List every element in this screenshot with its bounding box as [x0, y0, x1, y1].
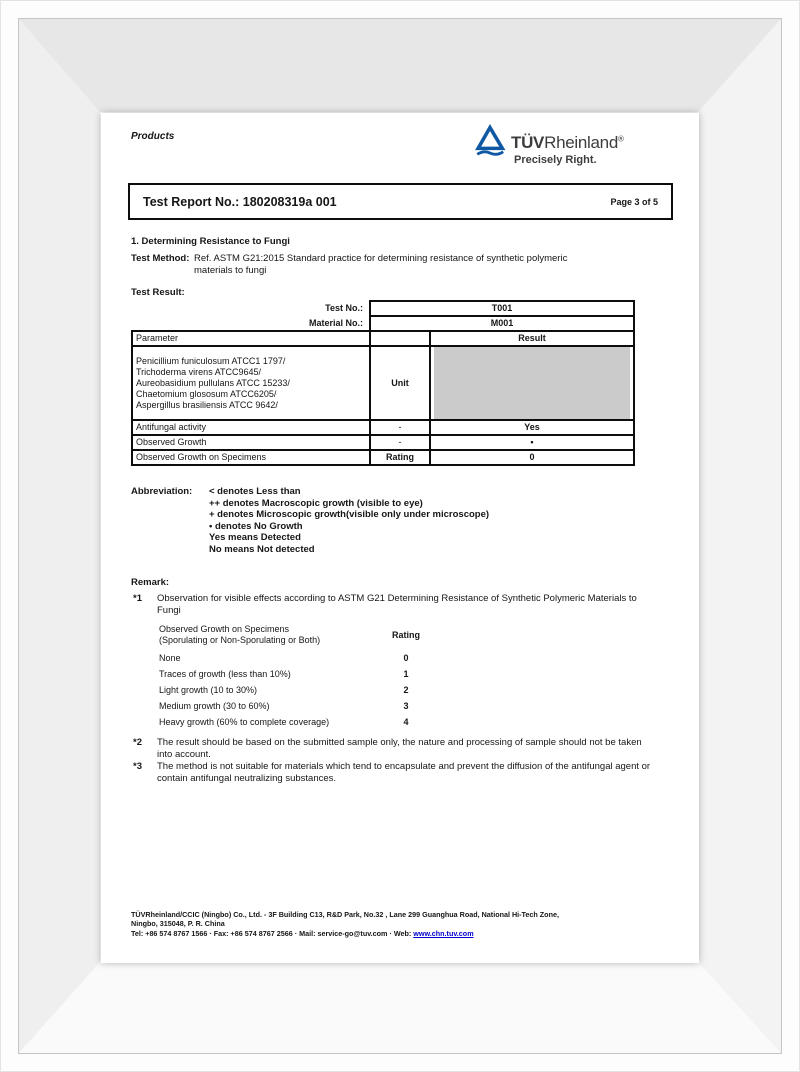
test-method-text: Ref. ASTM G21:2015 Standard practice for determining resistance of synthetic polymeric materials to fungi: [194, 253, 568, 276]
section-title: 1. Determining Resistance to Fungi: [131, 236, 290, 247]
remark-2-marker: *2: [133, 737, 142, 748]
rating-row: [159, 698, 441, 714]
rating-row-label: Medium growth (30 to 60%): [159, 701, 270, 711]
rating-row-value: 0: [403, 653, 409, 663]
rating-row-value: 2: [403, 685, 409, 695]
test-method-label: Test Method:: [131, 253, 190, 264]
report-number: Test Report No.: 180208319a 001: [143, 194, 337, 209]
abbreviation-label: Abbreviation:: [131, 486, 193, 497]
remark-1-text: Observation for visible effects according to ASTM G21 Determining Resistance of Synthetic Polymeric Materials to Fungi: [157, 593, 637, 616]
test-no-label: Test No.:: [325, 303, 363, 313]
rating-row-value: 1: [403, 669, 409, 679]
remark-1-marker: *1: [133, 593, 142, 604]
abbreviation-line: Yes means Detected: [209, 532, 301, 543]
test-report-page: [101, 113, 699, 963]
report-number-bar: [128, 183, 673, 220]
rating-row-label: Heavy growth (60% to complete coverage): [159, 717, 330, 727]
rating-col1-header: [159, 624, 371, 645]
test-no-value: T001: [370, 301, 634, 316]
result-cell: •: [430, 435, 634, 450]
rating-row-value: 4: [403, 717, 409, 727]
result-redacted-cell: [430, 346, 634, 420]
test-result-label: Test Result:: [131, 287, 185, 298]
fungi-line: Aspergillus brasiliensis ATCC 9642/: [136, 399, 278, 410]
material-no-label: Material No.:: [308, 317, 363, 328]
rating-table-header: [159, 624, 441, 645]
rating-row: [159, 666, 441, 682]
result-table: [131, 300, 635, 466]
table-row: [132, 450, 634, 465]
abbreviation-list: [209, 486, 489, 555]
table-row: [132, 435, 634, 450]
footer-contact-text: Tel: +86 574 8767 1566 · Fax: +86 574 8767 2566 · Mail: service-go@tuv.com · Web:: [131, 928, 412, 938]
parameter-cell: Antifungal activity: [132, 420, 370, 435]
fungi-line: Chaetomium glososum ATCC6205/: [136, 388, 277, 399]
remark-2-text: The result should be based on the submitted sample only, the nature and processing of sample should not be taken into account.: [157, 737, 642, 760]
registered-mark: ®: [617, 134, 624, 144]
parameter-cell: Observed Growth on Specimens: [132, 450, 370, 465]
table-row: [132, 420, 634, 435]
brand-tagline: Precisely Right.: [514, 154, 597, 166]
redacted-result-box: [434, 347, 630, 419]
rating-row: [159, 650, 441, 666]
remark-label: Remark:: [131, 577, 170, 588]
page-indicator: Page 3 of 5: [610, 196, 658, 207]
col-header-parameter: Parameter: [132, 331, 370, 346]
fungi-line: Aureobasidium pullulans ATCC 15233/: [136, 377, 290, 388]
rating-row: [159, 714, 441, 730]
products-label: Products: [131, 131, 175, 142]
rating-table: [159, 624, 441, 730]
table-row: [132, 301, 634, 316]
table-header-row: [132, 331, 634, 346]
table-row-fungi: [132, 346, 634, 420]
fungi-parameter-cell: [132, 346, 370, 420]
result-cell: 0: [430, 450, 634, 465]
footer-address-line1: TÜVRheinland/CCIC (Ningbo) Co., Ltd. - 3F Building C13, R&D Park, No.32 , Lane 299 Guanghua Road, National Hi-Tech Zone,: [131, 910, 559, 919]
parameter-cell: Observed Growth: [132, 435, 370, 450]
remark-3-text: The method is not suitable for materials which tend to encapsulate and prevent the diffusion of the antifungal agent or contain antifungal neutralizing substances.: [157, 761, 651, 784]
abbreviation-line: No means Not detected: [209, 543, 315, 555]
footer-address-line2: Ningbo, 315048, P. R. China: [131, 919, 225, 929]
unit-cell: -: [370, 435, 430, 450]
rating-col2-header: Rating: [392, 629, 420, 640]
rating-row-label: Light growth (10 to 30%): [159, 685, 258, 695]
abbreviation-line: ++ denotes Macroscopic growth (visible to eye): [209, 497, 423, 509]
abbreviation-line: + denotes Microscopic growth(visible only under microscope): [209, 509, 490, 520]
fungi-line: Penicillium funiculosum ATCC1 1797/: [136, 355, 286, 366]
material-no-value: M001: [370, 316, 634, 331]
footer-web-link[interactable]: www.chn.tuv.com: [413, 928, 474, 938]
rating-row-label: Traces of growth (less than 10%): [159, 669, 291, 679]
fungi-line: Trichoderma virens ATCC9645/: [136, 366, 262, 377]
unit-cell: Rating: [370, 450, 430, 465]
col-header-unit-empty: [370, 331, 430, 346]
abbreviation-line: • denotes No Growth: [209, 520, 303, 532]
tuv-triangle-icon: [473, 123, 507, 161]
rating-col1-header-line2: (Sporulating or Non-Sporulating or Both): [159, 634, 321, 645]
result-cell: Yes: [430, 420, 634, 435]
rating-row: [159, 682, 441, 698]
abbreviation-line: < denotes Less than: [209, 486, 301, 497]
remark-3-marker: *3: [133, 761, 142, 772]
rating-col1-header-line1: Observed Growth on Specimens: [159, 624, 290, 634]
col-header-result: Result: [430, 331, 634, 346]
brand-rheinland: Rheinland: [544, 133, 618, 152]
brand-tuv: TÜV: [511, 133, 545, 152]
rating-row-label: None: [159, 653, 181, 663]
table-row: [132, 316, 634, 331]
unit-cell: Unit: [370, 346, 430, 420]
brand-wordmark: [511, 133, 624, 153]
unit-cell: -: [370, 420, 430, 435]
footer-contact-line: [131, 929, 676, 938]
tuv-logo: [473, 123, 507, 166]
footer: [131, 910, 676, 938]
rating-row-value: 3: [403, 701, 409, 711]
